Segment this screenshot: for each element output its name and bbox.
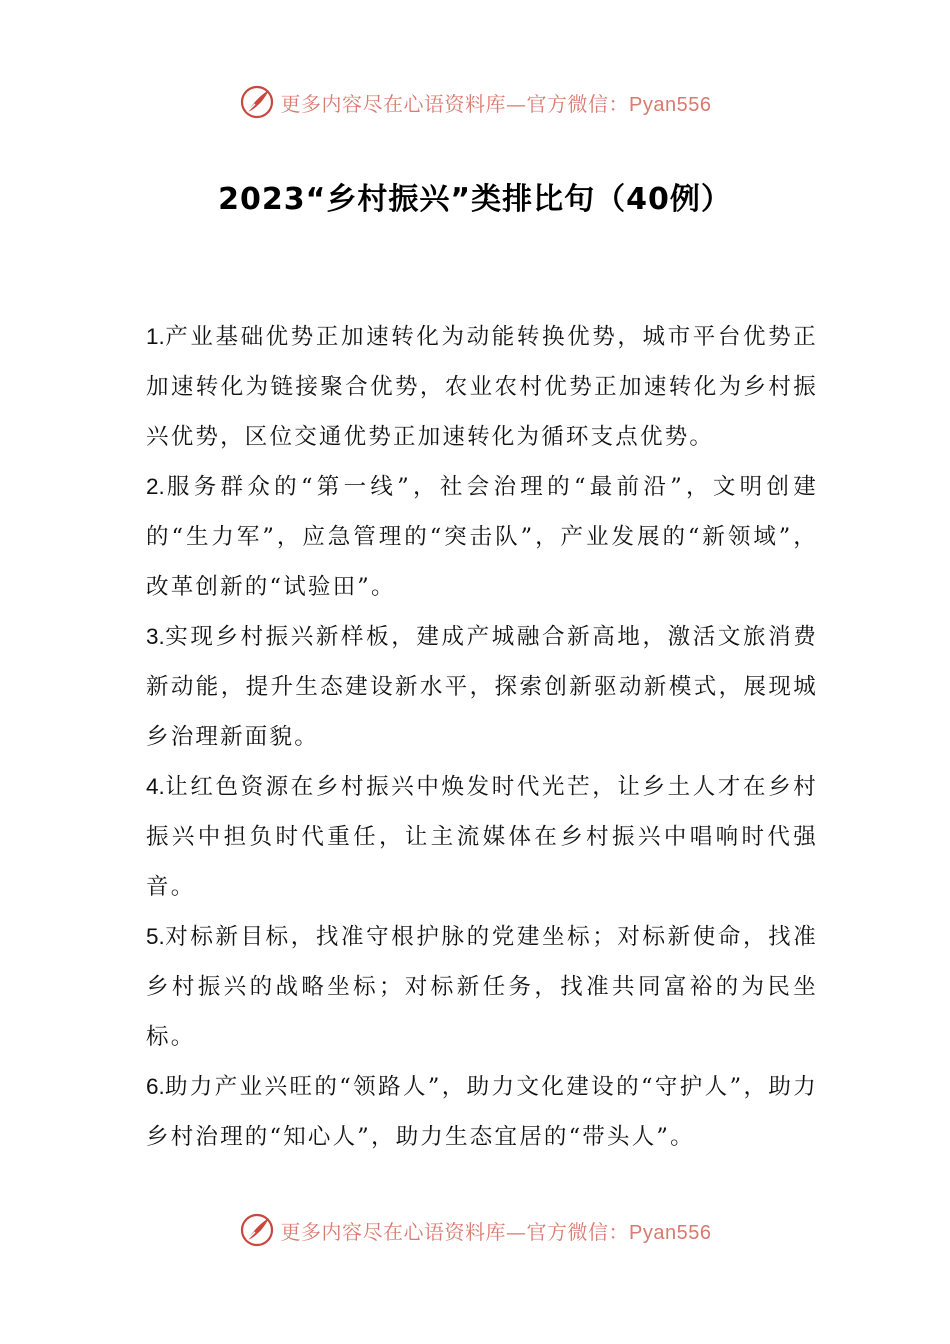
item-number: 1. <box>146 324 165 349</box>
item-text: 助力产业兴旺的“领路人”，助力文化建设的“守护人”，助力乡村治理的“知心人”，助力生态宜居的“带头人”。 <box>146 1074 818 1150</box>
item-number: 2. <box>146 474 165 499</box>
header-watermark <box>0 84 950 120</box>
item-number: 3. <box>146 624 165 649</box>
wechat-id: Pyan556 <box>629 1221 712 1244</box>
list-item <box>146 1062 818 1162</box>
item-number: 5. <box>146 924 165 949</box>
list-item <box>146 762 818 912</box>
document-body <box>146 312 818 1162</box>
item-text: 让红色资源在乡村振兴中焕发时代光芒，让乡土人才在乡村振兴中担负时代重任，让主流媒体在乡村振兴中唱响时代强音。 <box>146 774 818 900</box>
wechat-id: Pyan556 <box>629 93 712 116</box>
item-text: 对标新目标，找准守根护脉的党建坐标；对标新使命，找准乡村振兴的战略坐标；对标新任务，找准共同富裕的为民坐标。 <box>146 924 818 1050</box>
watermark-text: 更多内容尽在心语资料库—官方微信：Pyan556 <box>280 91 712 116</box>
page-title: 2023“乡村振兴”类排比句（40例） <box>218 182 732 217</box>
list-item <box>146 462 818 612</box>
item-text: 服务群众的“第一线”，社会治理的“最前沿”，文明创建的“生力军”，应急管理的“突击队”，产业发展的“新领域”，改革创新的“试验田”。 <box>146 474 818 600</box>
watermark-text: 更多内容尽在心语资料库—官方微信：Pyan556 <box>280 1219 712 1244</box>
list-item <box>146 312 818 462</box>
footer-watermark <box>0 1212 950 1248</box>
quill-logo-icon <box>239 1212 275 1248</box>
list-item <box>146 612 818 762</box>
list-item <box>146 912 818 1062</box>
item-text: 产业基础优势正加速转化为动能转换优势，城市平台优势正加速转化为链接聚合优势，农业农村优势正加速转化为乡村振兴优势，区位交通优势正加速转化为循环支点优势。 <box>146 324 818 450</box>
item-text: 实现乡村振兴新样板，建成产城融合新高地，激活文旅消费新动能，提升生态建设新水平，探索创新驱动新模式，展现城乡治理新面貌。 <box>146 624 818 750</box>
item-number: 4. <box>146 774 165 799</box>
item-number: 6. <box>146 1074 165 1099</box>
quill-logo-icon <box>239 84 275 120</box>
